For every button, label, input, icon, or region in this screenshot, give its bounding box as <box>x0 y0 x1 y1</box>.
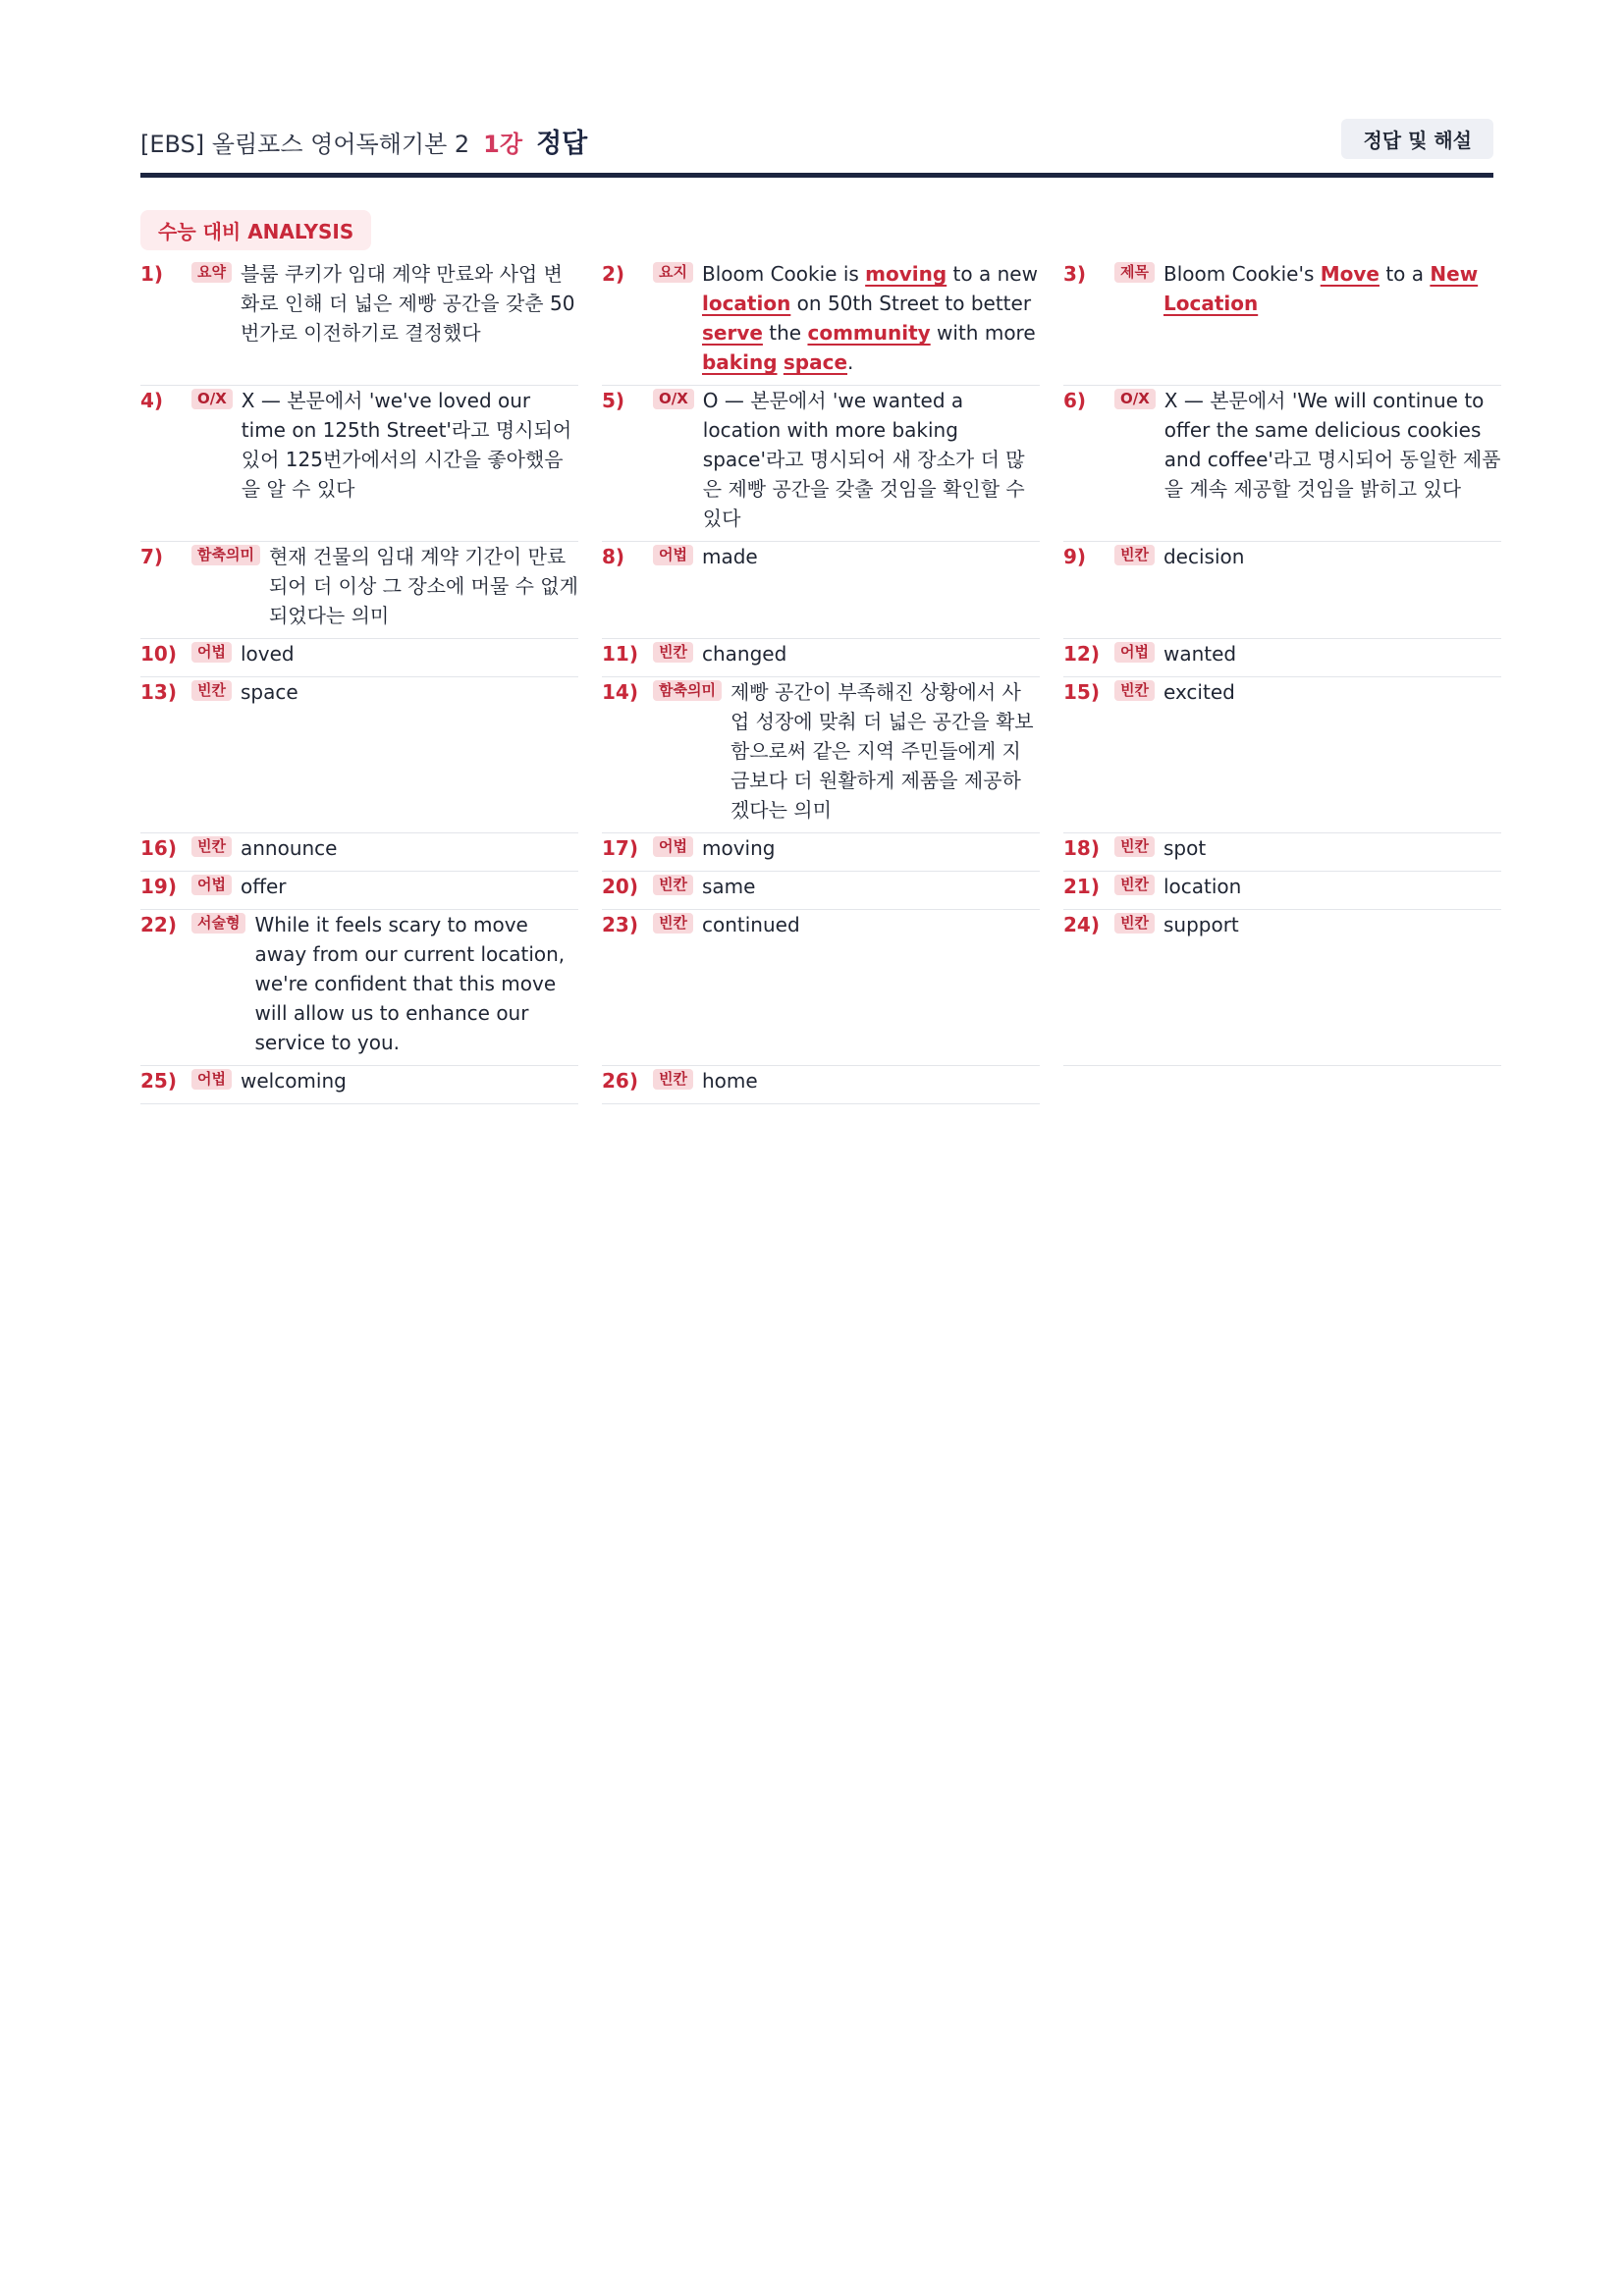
answer-item <box>1063 542 1501 639</box>
item-type-tag: 빈칸 <box>653 913 693 934</box>
item-number: 5) <box>602 389 625 412</box>
item-answer: X — 본문에서 'We will continue to offer the same delicious cookies and coffee'라고 명시되어 동일한 제품을 계속 제공할 것임을 밝히고 있다 <box>1163 389 1501 501</box>
item-type-tag: 함축의미 <box>191 545 260 565</box>
item-number: 17) <box>602 836 638 860</box>
item-number: 8) <box>602 545 625 568</box>
answer-text: to a new <box>947 262 1038 286</box>
item-answer: While it feels scary to move away from our current location, we're confident that this move will allow us to enhance our service to you. <box>254 913 566 1054</box>
answer-label: 정답 <box>536 129 588 159</box>
item-answer: 현재 건물의 임대 계약 기간이 만료되어 더 이상 그 장소에 머물 수 없게 되었다는 의미 <box>268 545 578 627</box>
answer-item <box>140 1066 578 1104</box>
answer-item <box>602 872 1040 910</box>
item-number: 20) <box>602 875 638 898</box>
keyword-highlight: baking <box>701 350 778 374</box>
item-type-tag: 빈칸 <box>1114 680 1155 701</box>
item-type-tag: 빈칸 <box>1114 875 1155 895</box>
item-answer: location <box>1163 875 1242 898</box>
item-answer: moving <box>701 836 776 860</box>
answer-explanation-badge: 정답 및 해설 <box>1341 119 1493 159</box>
series-title: [EBS] 올림포스 영어독해기본 2 <box>140 131 470 158</box>
answer-text: on 50th Street to better <box>790 292 1032 315</box>
keyword-highlight: community <box>807 321 931 345</box>
page-header <box>140 116 1493 178</box>
answer-item <box>602 910 1040 1066</box>
section-label: 수능 대비 ANALYSIS <box>140 210 371 250</box>
item-type-tag: 빈칸 <box>653 875 693 895</box>
item-number: 19) <box>140 875 177 898</box>
answer-text: Bloom Cookie's <box>1163 262 1321 286</box>
item-answer: home <box>701 1069 758 1093</box>
item-number: 1) <box>140 262 164 286</box>
item-number: 23) <box>602 913 638 936</box>
item-type-tag: 어법 <box>191 642 232 663</box>
item-number: 22) <box>140 913 177 936</box>
item-number: 9) <box>1063 545 1087 568</box>
item-answer: X — 본문에서 'we've loved our time on 125th Street'라고 명시되어 있어 125번가에서의 시간을 좋아했음을 알 수 있다 <box>241 389 572 501</box>
item-answer: wanted <box>1163 642 1237 666</box>
item-type-tag: 제목 <box>1114 262 1155 283</box>
answer-item <box>602 677 1040 833</box>
answer-item <box>140 833 578 872</box>
answer-item <box>140 639 578 677</box>
answer-item <box>602 639 1040 677</box>
item-number: 15) <box>1063 680 1100 704</box>
item-type-tag: 요약 <box>191 262 232 283</box>
item-type-tag: 서술형 <box>191 913 245 934</box>
item-answer: 블룸 쿠키가 임대 계약 만료와 사업 변화로 인해 더 넓은 제빵 공간을 갖춘 50번가로 이전하기로 결정했다 <box>240 262 575 345</box>
answer-item <box>140 259 578 386</box>
answer-item <box>602 833 1040 872</box>
item-number: 12) <box>1063 642 1100 666</box>
answer-item <box>140 677 578 833</box>
item-type-tag: 어법 <box>191 1069 232 1090</box>
item-answer: loved <box>240 642 295 666</box>
item-number: 4) <box>140 389 164 412</box>
item-number: 13) <box>140 680 177 704</box>
item-answer: decision <box>1163 545 1245 568</box>
item-answer: continued <box>701 913 800 936</box>
item-number: 25) <box>140 1069 177 1093</box>
item-type-tag: 빈칸 <box>653 1069 693 1090</box>
answer-text: with more <box>930 321 1036 345</box>
answer-text: to a <box>1379 262 1431 286</box>
answer-text: . <box>847 350 854 374</box>
answer-item <box>1063 833 1501 872</box>
item-answer: space <box>240 680 298 704</box>
keyword-highlight: Location <box>1163 292 1259 315</box>
item-type-tag: 어법 <box>653 836 693 857</box>
item-answer: support <box>1163 913 1239 936</box>
keyword-highlight: New <box>1430 262 1479 286</box>
item-type-tag: 어법 <box>1114 642 1155 663</box>
item-answer: excited <box>1163 680 1235 704</box>
item-answer: changed <box>701 642 787 666</box>
item-answer: spot <box>1163 836 1207 860</box>
answer-item <box>602 386 1040 542</box>
answer-item <box>1063 639 1501 677</box>
item-type-tag: 빈칸 <box>1114 545 1155 565</box>
answer-item <box>602 259 1040 386</box>
keyword-highlight: moving <box>865 262 947 286</box>
answer-item <box>140 910 578 1066</box>
item-number: 11) <box>602 642 638 666</box>
header-title <box>140 122 587 160</box>
item-type-tag: 빈칸 <box>1114 836 1155 857</box>
item-answer: 제빵 공간이 부족해진 상황에서 사업 성장에 맞춰 더 넓은 공간을 확보함으로써 같은 지역 주민들에게 지금보다 더 원활하게 제품을 제공하겠다는 의미 <box>730 680 1034 822</box>
item-answer: O — 본문에서 'we wanted a location with more baking space'라고 명시되어 새 장소가 더 많은 제빵 공간을 갖출 것임을 확인할 수 있다 <box>702 389 1025 530</box>
item-number: 18) <box>1063 836 1100 860</box>
lesson-label: 1강 <box>483 131 523 158</box>
item-answer: same <box>701 875 756 898</box>
item-type-tag: 빈칸 <box>653 642 693 663</box>
item-number: 10) <box>140 642 177 666</box>
item-number: 24) <box>1063 913 1100 936</box>
answer-grid <box>140 259 1501 1104</box>
answer-item <box>140 386 578 542</box>
answer-item <box>140 872 578 910</box>
item-answer: announce <box>240 836 338 860</box>
item-type-tag: O/X <box>1114 389 1156 409</box>
item-type-tag: 어법 <box>191 875 232 895</box>
keyword-highlight: Move <box>1320 262 1380 286</box>
item-answer <box>702 259 1040 377</box>
item-number: 14) <box>602 680 638 704</box>
item-number: 3) <box>1063 262 1087 286</box>
item-type-tag: 어법 <box>653 545 693 565</box>
keyword-highlight: space <box>783 350 848 374</box>
answer-item <box>1063 259 1501 386</box>
item-answer: offer <box>240 875 287 898</box>
item-type-tag: 빈칸 <box>1114 913 1155 934</box>
item-number: 21) <box>1063 875 1100 898</box>
answer-item <box>1063 677 1501 833</box>
item-type-tag: 빈칸 <box>191 836 232 857</box>
item-number: 2) <box>602 262 625 286</box>
answer-text: Bloom Cookie is <box>701 262 866 286</box>
answer-item <box>602 542 1040 639</box>
item-number: 6) <box>1063 389 1087 412</box>
item-type-tag: O/X <box>191 389 233 409</box>
keyword-highlight: serve <box>701 321 763 345</box>
answer-text: the <box>762 321 808 345</box>
item-answer <box>1163 259 1501 318</box>
answer-item <box>1063 910 1501 1066</box>
item-type-tag: O/X <box>653 389 694 409</box>
item-answer: welcoming <box>240 1069 347 1093</box>
answer-item <box>140 542 578 639</box>
answer-item <box>1063 386 1501 542</box>
item-number: 16) <box>140 836 177 860</box>
item-number: 26) <box>602 1069 638 1093</box>
item-answer: made <box>701 545 758 568</box>
item-type-tag: 함축의미 <box>653 680 722 701</box>
item-number: 7) <box>140 545 164 568</box>
keyword-highlight: location <box>701 292 791 315</box>
item-type-tag: 빈칸 <box>191 680 232 701</box>
answer-item <box>1063 872 1501 910</box>
answer-item <box>602 1066 1040 1104</box>
item-type-tag: 요지 <box>653 262 693 283</box>
